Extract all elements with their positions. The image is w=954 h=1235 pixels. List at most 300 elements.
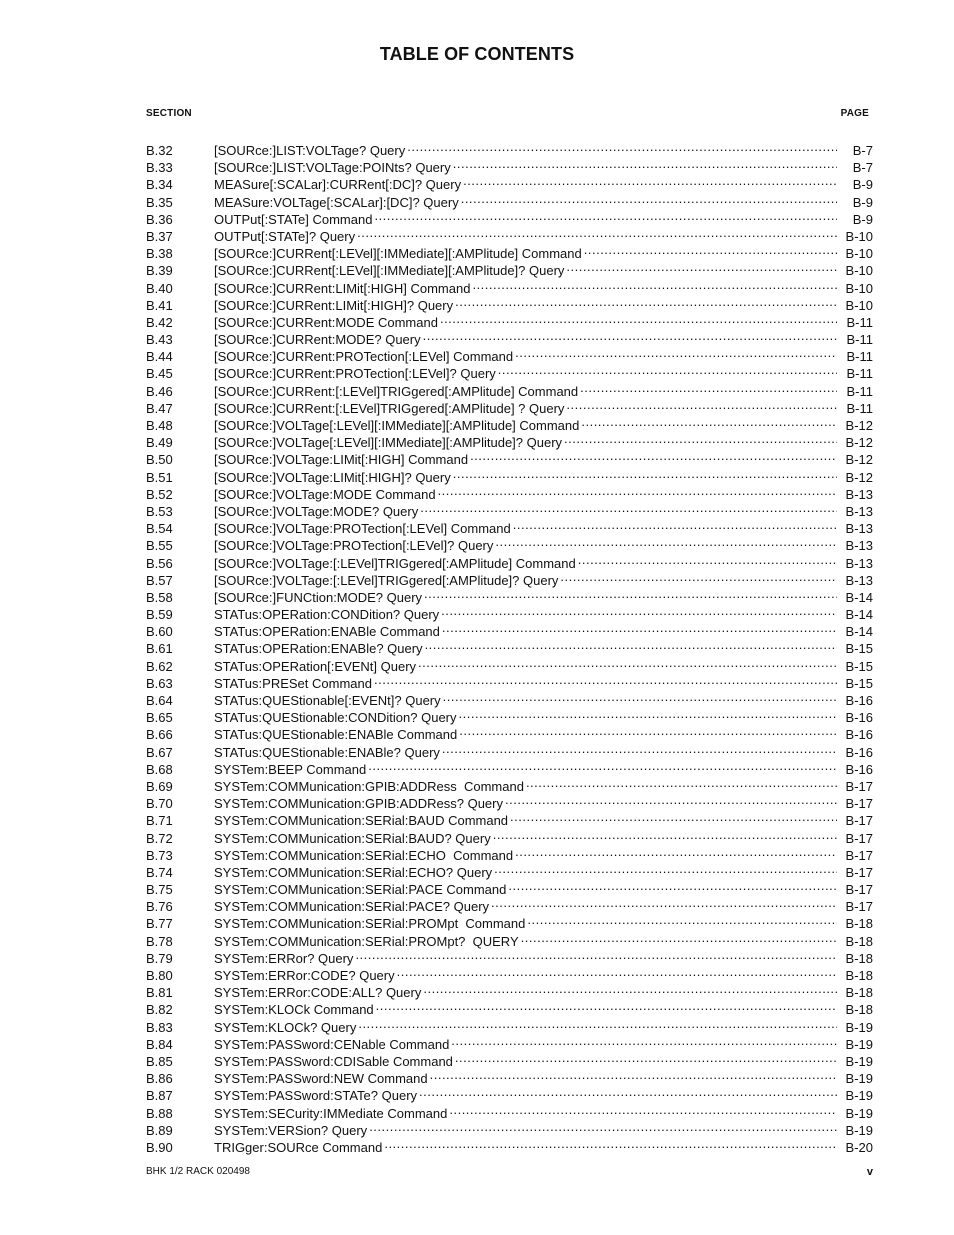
toc-entry-number: B.48: [146, 418, 173, 433]
toc-entry-number: B.46: [146, 383, 173, 399]
toc-entry-number: B.79: [146, 950, 173, 966]
toc-entry-number: B.43: [146, 332, 173, 348]
toc-entry-number: B.81: [146, 985, 173, 1001]
footer-document-id: BHK 1/2 RACK 020498: [146, 1166, 250, 1177]
dot-leader: [472, 281, 837, 293]
toc-entry-title: SYSTem:COMMunication:SERial:PACE Command: [214, 882, 507, 898]
dot-leader: [455, 1054, 837, 1066]
dot-leader: [527, 916, 837, 928]
toc-entry-page: B-18: [845, 916, 873, 932]
toc-entry-title: [SOURce:]VOLTage[:LEVel][:IMMediate][:AMPlitude] Command: [214, 418, 580, 433]
toc-entry-number: B.35: [146, 194, 173, 210]
dot-leader: [419, 1088, 837, 1100]
toc-entry-page: B-10: [845, 246, 873, 262]
toc-entry[interactable]: [146, 864, 873, 881]
toc-entry-page: B-10: [845, 297, 873, 313]
toc-entry-number: B.67: [146, 744, 173, 760]
toc-entry-title: STATus:QUEStionable:ENABle? Query: [214, 744, 440, 760]
toc-entry-number: B.55: [146, 538, 173, 554]
toc-entry-title: [SOURce:]CURRent:PROTection[:LEVel] Command: [214, 349, 514, 365]
toc-entry-number: B.70: [146, 796, 173, 812]
dot-leader: [498, 366, 837, 378]
toc-entry-number: B.49: [146, 435, 173, 451]
dot-leader: [581, 418, 837, 430]
toc-entry[interactable]: [146, 778, 873, 795]
toc-entry-number: B.80: [146, 968, 173, 983]
toc-entry-title: [SOURce:]VOLTage:MODE Command: [214, 486, 436, 502]
toc-entry[interactable]: [146, 950, 873, 967]
toc-entry-number: B.84: [146, 1036, 173, 1052]
dot-leader: [526, 779, 837, 791]
toc-entry-title: MEASure[:SCALar]:CURRent[:DC]? Query: [214, 177, 462, 193]
toc-entry-title: SYSTem:COMMunication:SERial:PROMpt Command: [214, 916, 526, 932]
dot-leader: [510, 813, 837, 825]
toc-entry-page: B-19: [845, 1122, 873, 1138]
toc-entry-title: MEASure:VOLTage[:SCALar]:[DC]? Query: [214, 194, 459, 210]
toc-entry-page: B-16: [845, 710, 873, 726]
toc-entry-page: B-9: [852, 194, 873, 210]
toc-entry-number: B.85: [146, 1053, 173, 1069]
dot-leader: [564, 435, 837, 447]
toc-entry-number: B.88: [146, 1105, 173, 1121]
toc-entry-page: B-13: [845, 486, 873, 502]
dot-leader: [424, 590, 837, 602]
toc-entry-number: B.74: [146, 864, 173, 880]
toc-entry-page: B-19: [845, 1071, 873, 1087]
dot-leader: [423, 985, 837, 997]
toc-entry[interactable]: [146, 726, 873, 743]
toc-entry-page: B-16: [845, 727, 873, 743]
toc-entry-page: B-17: [845, 813, 873, 829]
dot-leader: [453, 160, 837, 172]
dot-leader: [407, 143, 837, 155]
toc-entry-number: B.63: [146, 675, 173, 691]
toc-entry-number: B.62: [146, 658, 173, 674]
toc-entry-number: B.53: [146, 503, 173, 519]
toc-entry-number: B.73: [146, 847, 173, 863]
toc-entry-title: [SOURce:]VOLTage:PROTection[:LEVel]? Query: [214, 538, 494, 554]
toc-entry-page: B-11: [846, 314, 873, 330]
toc-entry-number: B.61: [146, 641, 173, 657]
toc-entry-number: B.51: [146, 469, 173, 485]
toc-entry-title: STATus:OPERation[:EVENt] Query: [214, 658, 417, 674]
toc-entry-page: B-16: [845, 761, 873, 777]
toc-entry-number: B.66: [146, 727, 173, 743]
toc-entry[interactable]: [146, 142, 873, 159]
toc-entry[interactable]: [146, 1105, 873, 1122]
toc-entry-title: [SOURce:]LIST:VOLTage:POINts? Query: [214, 160, 451, 176]
toc-entry-title: [SOURce:]CURRent[:LEVel][:IMMediate][:AMPlitude] Command: [214, 246, 582, 262]
toc-entry[interactable]: [146, 1122, 873, 1139]
toc-entry-page: B-19: [845, 1105, 873, 1121]
toc-entry-number: B.68: [146, 761, 173, 777]
toc-entry-number: B.64: [146, 693, 173, 708]
toc-entry-title: SYSTem:KLOCk Command: [214, 1002, 374, 1018]
toc-entry[interactable]: [146, 847, 873, 864]
dot-leader: [491, 899, 837, 911]
toc-entry-title: [SOURce:]VOLTage[:LEVel][:IMMediate][:AMPlitude]? Query: [214, 435, 563, 451]
toc-entry[interactable]: [146, 589, 873, 606]
toc-entry[interactable]: [146, 434, 873, 451]
toc-entry-page: B-17: [845, 864, 873, 880]
dot-leader: [521, 934, 837, 946]
toc-entry[interactable]: [146, 881, 873, 898]
toc-entry-page: B-17: [845, 830, 873, 846]
toc-entry-page: B-17: [845, 796, 873, 812]
dot-leader: [566, 401, 837, 413]
toc-entry-page: B-18: [845, 933, 873, 949]
toc-entry[interactable]: [146, 761, 873, 778]
toc-entry-number: B.72: [146, 830, 173, 846]
toc-entry-page: B-12: [845, 418, 873, 433]
toc-entry[interactable]: [146, 245, 873, 262]
toc-entry-page: B-13: [845, 572, 873, 588]
toc-entry-page: B-17: [845, 899, 873, 915]
toc-entry-title: [SOURce:]VOLTage:MODE? Query: [214, 503, 419, 519]
toc-entry-page: B-18: [845, 968, 873, 983]
toc-entry[interactable]: [146, 297, 873, 314]
toc-entry[interactable]: [146, 1139, 873, 1156]
toc-entry-number: B.50: [146, 452, 173, 468]
toc-entry-title: SYSTem:ERRor? Query: [214, 950, 354, 966]
toc-entry[interactable]: [146, 606, 873, 623]
toc-list: [146, 142, 873, 1156]
toc-entry[interactable]: [146, 211, 873, 228]
toc-entry-title: [SOURce:]VOLTage:LIMit[:HIGH] Command: [214, 452, 469, 468]
dot-leader: [459, 710, 837, 722]
dot-leader: [461, 195, 837, 207]
dot-leader: [494, 865, 837, 877]
toc-entry[interactable]: [146, 933, 873, 950]
toc-entry-number: B.60: [146, 624, 173, 640]
toc-entry-title: SYSTem:PASSword:CENable Command: [214, 1036, 450, 1052]
toc-entry-number: B.77: [146, 916, 173, 932]
dot-leader: [505, 796, 837, 808]
toc-entry-number: B.69: [146, 778, 173, 794]
toc-entry-page: B-9: [852, 177, 873, 193]
dot-leader: [560, 573, 837, 585]
toc-entry-page: B-11: [846, 349, 873, 365]
toc-entry-page: B-10: [845, 228, 873, 244]
toc-entry-page: B-10: [845, 263, 873, 279]
dot-leader: [418, 659, 837, 671]
toc-entry-page: B-12: [845, 469, 873, 485]
toc-entry-title: STATus:QUEStionable[:EVENt]? Query: [214, 693, 441, 708]
toc-entry[interactable]: [146, 383, 873, 400]
toc-entry-page: B-12: [845, 435, 873, 451]
toc-entry-number: B.32: [146, 143, 173, 158]
toc-entry-page: B-15: [845, 675, 873, 691]
toc-entry-number: B.86: [146, 1071, 173, 1087]
toc-entry-page: B-19: [845, 1053, 873, 1069]
toc-entry[interactable]: [146, 503, 873, 520]
toc-entry-title: STATus:OPERation:ENABle Command: [214, 624, 440, 640]
toc-entry-number: B.87: [146, 1088, 173, 1104]
toc-entry-page: B-14: [845, 624, 873, 640]
toc-entry-title: [SOURce:]VOLTage:[:LEVel]TRIGgered[:AMPlitude]? Query: [214, 572, 559, 588]
toc-entry-title: STATus:QUEStionable:ENABle Command: [214, 727, 458, 743]
toc-entry-title: [SOURce:]CURRent:[:LEVel]TRIGgered[:AMPlitude] ? Query: [214, 400, 565, 416]
dot-leader: [508, 882, 837, 894]
toc-entry[interactable]: [146, 1070, 873, 1087]
toc-entry-number: B.78: [146, 933, 173, 949]
toc-entry-page: B-14: [845, 589, 873, 605]
toc-entry[interactable]: [146, 795, 873, 812]
dot-leader: [515, 349, 837, 361]
dot-leader: [566, 263, 837, 275]
toc-entry-page: B-15: [845, 658, 873, 674]
dot-leader: [369, 1123, 837, 1135]
toc-entry-page: B-11: [846, 383, 873, 399]
dot-leader: [455, 298, 837, 310]
toc-entry[interactable]: [146, 658, 873, 675]
toc-entry-title: SYSTem:VERSion? Query: [214, 1122, 368, 1138]
toc-entry[interactable]: [146, 640, 873, 657]
toc-entry-title: [SOURce:]CURRent:PROTection[:LEVel]? Query: [214, 366, 496, 382]
toc-entry-page: B-17: [845, 847, 873, 863]
page-column-header: PAGE: [840, 108, 869, 119]
toc-entry-title: SYSTem:COMMunication:SERial:PROMpt? QUERY: [214, 933, 519, 949]
toc-entry-title: SYSTem:COMMunication:SERial:ECHO? Query: [214, 864, 493, 880]
toc-entry-title: [SOURce:]VOLTage:LIMit[:HIGH]? Query: [214, 469, 451, 485]
toc-entry-number: B.52: [146, 486, 173, 502]
toc-entry-title: [SOURce:]VOLTage:[:LEVel]TRIGgered[:AMPlitude] Command: [214, 555, 576, 571]
toc-entry[interactable]: [146, 572, 873, 589]
toc-entry[interactable]: [146, 1036, 873, 1053]
toc-entry-page: B-19: [845, 1019, 873, 1035]
toc-entry[interactable]: [146, 898, 873, 915]
dot-leader: [397, 968, 837, 980]
toc-entry-page: B-16: [845, 693, 873, 708]
toc-entry[interactable]: [146, 1019, 873, 1036]
dot-leader: [384, 1140, 837, 1152]
toc-entry-title: SYSTem:ERRor:CODE? Query: [214, 968, 395, 983]
toc-entry-title: [SOURce:]CURRent:MODE? Query: [214, 332, 421, 348]
toc-entry-number: B.75: [146, 882, 173, 898]
toc-entry-title: SYSTem:COMMunication:SERial:PACE? Query: [214, 899, 490, 915]
toc-entry-page: B-18: [845, 985, 873, 1001]
toc-entry-title: SYSTem:ERRor:CODE:ALL? Query: [214, 985, 422, 1001]
toc-entry-page: B-10: [845, 280, 873, 296]
toc-entry-number: B.37: [146, 228, 173, 244]
toc-entry[interactable]: [146, 1001, 873, 1018]
toc-entry-number: B.45: [146, 366, 173, 382]
toc-entry-title: STATus:OPERation:ENABle? Query: [214, 641, 423, 657]
toc-entry-title: OUTPut[:STATe]? Query: [214, 228, 356, 244]
toc-entry-title: [SOURce:]CURRent:LIMit[:HIGH] Command: [214, 280, 471, 296]
dot-leader: [443, 693, 837, 705]
page-title: TABLE OF CONTENTS: [379, 44, 575, 64]
dot-leader: [441, 607, 837, 619]
dot-leader: [463, 177, 837, 189]
toc-entry-title: SYSTem:SECurity:IMMediate Command: [214, 1105, 448, 1121]
toc-entry-page: B-19: [845, 1088, 873, 1104]
toc-entry[interactable]: [146, 623, 873, 640]
toc-entry-number: B.39: [146, 263, 173, 279]
toc-entry-number: B.65: [146, 710, 173, 726]
toc-entry[interactable]: [146, 159, 873, 176]
toc-entry-number: B.41: [146, 297, 173, 313]
toc-entry[interactable]: [146, 520, 873, 537]
toc-entry-number: B.33: [146, 160, 173, 176]
toc-entry-number: B.71: [146, 813, 173, 829]
toc-entry-title: SYSTem:COMMunication:GPIB:ADDRess Command: [214, 778, 524, 794]
toc-entry[interactable]: [146, 675, 873, 692]
toc-entry[interactable]: [146, 176, 873, 193]
toc-entry-title: SYSTem:COMMunication:SERial:ECHO Command: [214, 847, 514, 863]
toc-entry-number: B.59: [146, 607, 173, 623]
dot-leader: [459, 727, 837, 739]
dot-leader: [442, 624, 837, 636]
dot-leader: [580, 384, 837, 396]
toc-entry[interactable]: [146, 194, 873, 211]
toc-entry-title: [SOURce:]VOLTage:PROTection[:LEVel] Command: [214, 521, 511, 537]
toc-entry-number: B.47: [146, 400, 173, 416]
dot-leader: [451, 1037, 837, 1049]
toc-entry[interactable]: [146, 812, 873, 829]
toc-entry-number: B.56: [146, 555, 173, 571]
toc-entry[interactable]: [146, 555, 873, 572]
toc-entry-page: B-11: [846, 332, 873, 348]
toc-entry-title: SYSTem:COMMunication:SERial:BAUD Command: [214, 813, 509, 829]
toc-entry-title: STATus:PRESet Command: [214, 675, 372, 691]
toc-entry-page: B-18: [845, 950, 873, 966]
toc-entry[interactable]: [146, 331, 873, 348]
toc-entry-number: B.36: [146, 211, 173, 227]
dot-leader: [420, 504, 837, 516]
toc-entry[interactable]: [146, 486, 873, 503]
toc-entry[interactable]: [146, 830, 873, 847]
dot-leader: [513, 521, 837, 533]
dot-leader: [425, 641, 837, 653]
section-column-header: SECTION: [146, 108, 192, 119]
dot-leader: [440, 315, 837, 327]
toc-entry[interactable]: [146, 314, 873, 331]
toc-entry-title: [SOURce:]CURRent:LIMit[:HIGH]? Query: [214, 297, 454, 313]
toc-entry[interactable]: [146, 709, 873, 726]
toc-entry[interactable]: [146, 915, 873, 932]
toc-entry[interactable]: [146, 262, 873, 279]
toc-entry[interactable]: [146, 348, 873, 365]
toc-entry-number: B.44: [146, 349, 173, 365]
dot-leader: [449, 1106, 837, 1118]
dot-leader: [355, 951, 837, 963]
toc-entry-title: OUTPut[:STATe] Command: [214, 211, 373, 227]
toc-entry-title: SYSTem:PASSword:STATe? Query: [214, 1088, 418, 1104]
toc-entry-title: [SOURce:]CURRent:MODE Command: [214, 314, 438, 330]
toc-entry-title: STATus:OPERation:CONDition? Query: [214, 607, 440, 623]
toc-entry-page: B-13: [845, 555, 873, 571]
toc-entry[interactable]: [146, 692, 873, 709]
toc-entry-number: B.38: [146, 246, 173, 262]
toc-entry-title: STATus:QUEStionable:CONDition? Query: [214, 710, 457, 726]
toc-entry-page: B-13: [845, 538, 873, 554]
dot-leader: [584, 246, 837, 258]
toc-entry[interactable]: [146, 1087, 873, 1104]
dot-leader: [374, 676, 837, 688]
toc-entry-title: TRIGger:SOURce Command: [214, 1139, 383, 1155]
dot-leader: [470, 452, 837, 464]
toc-entry-page: B-16: [845, 744, 873, 760]
toc-entry-page: B-17: [845, 882, 873, 898]
toc-entry-title: SYSTem:COMMunication:GPIB:ADDRess? Query: [214, 796, 503, 812]
toc-entry-title: SYSTem:KLOCk? Query: [214, 1019, 357, 1035]
toc-entry[interactable]: [146, 451, 873, 468]
toc-entry-title: [SOURce:]FUNCtion:MODE? Query: [214, 589, 423, 605]
toc-entry-number: B.54: [146, 521, 173, 537]
toc-entry-page: B-14: [845, 607, 873, 623]
toc-entry-number: B.82: [146, 1002, 173, 1018]
toc-entry-number: B.83: [146, 1019, 173, 1035]
dot-leader: [376, 1002, 837, 1014]
toc-entry-title: [SOURce:]LIST:VOLTage? Query: [214, 143, 406, 158]
toc-entry-title: SYSTem:PASSword:CDISable Command: [214, 1053, 453, 1069]
dot-leader: [374, 212, 837, 224]
toc-entry-title: [SOURce:]CURRent[:LEVel][:IMMediate][:AMPlitude]? Query: [214, 263, 565, 279]
dot-leader: [358, 1020, 837, 1032]
dot-leader: [495, 538, 837, 550]
toc-entry-number: B.76: [146, 899, 173, 915]
toc-entry-title: [SOURce:]CURRent:[:LEVel]TRIGgered[:AMPlitude] Command: [214, 383, 579, 399]
toc-entry-page: B-9: [852, 211, 873, 227]
toc-entry-page: B-19: [845, 1036, 873, 1052]
toc-entry-page: B-7: [852, 160, 873, 176]
toc-entry[interactable]: [146, 1053, 873, 1070]
toc-entry-page: B-13: [845, 521, 873, 537]
toc-entry-page: B-11: [846, 400, 873, 416]
toc-entry-page: B-7: [852, 143, 873, 158]
toc-entry-number: B.34: [146, 177, 173, 193]
toc-entry[interactable]: [146, 967, 873, 984]
toc-entry-page: B-11: [846, 366, 873, 382]
toc-entry-title: SYSTem:COMMunication:SERial:BAUD? Query: [214, 830, 491, 846]
dot-leader: [578, 556, 837, 568]
toc-entry-number: B.40: [146, 280, 173, 296]
toc-entry[interactable]: [146, 280, 873, 297]
toc-entry[interactable]: [146, 400, 873, 417]
toc-entry[interactable]: [146, 984, 873, 1001]
toc-entry-page: B-12: [845, 452, 873, 468]
toc-entry[interactable]: [146, 417, 873, 434]
toc-entry-page: B-18: [845, 1002, 873, 1018]
toc-entry[interactable]: [146, 469, 873, 486]
toc-entry-title: SYSTem:PASSword:NEW Command: [214, 1071, 428, 1087]
toc-entry-page: B-17: [845, 778, 873, 794]
dot-leader: [357, 229, 837, 241]
toc-entry-number: B.57: [146, 572, 173, 588]
dot-leader: [515, 848, 837, 860]
dot-leader: [493, 831, 837, 843]
toc-entry-page: B-13: [845, 503, 873, 519]
toc-entry-title: SYSTem:BEEP Command: [214, 761, 367, 777]
dot-leader: [423, 332, 837, 344]
dot-leader: [453, 470, 837, 482]
toc-entry[interactable]: [146, 744, 873, 761]
dot-leader: [430, 1071, 837, 1083]
toc-entry-page: B-15: [845, 641, 873, 657]
toc-entry-number: B.89: [146, 1122, 173, 1138]
toc-entry[interactable]: [146, 228, 873, 245]
dot-leader: [438, 487, 837, 499]
dot-leader: [442, 745, 837, 757]
toc-entry-page: B-20: [845, 1139, 873, 1155]
dot-leader: [368, 762, 837, 774]
footer-page-number: v: [866, 1166, 873, 1178]
toc-entry-number: B.42: [146, 314, 173, 330]
toc-entry[interactable]: [146, 537, 873, 554]
toc-entry[interactable]: [146, 365, 873, 382]
toc-entry-number: B.90: [146, 1139, 173, 1155]
